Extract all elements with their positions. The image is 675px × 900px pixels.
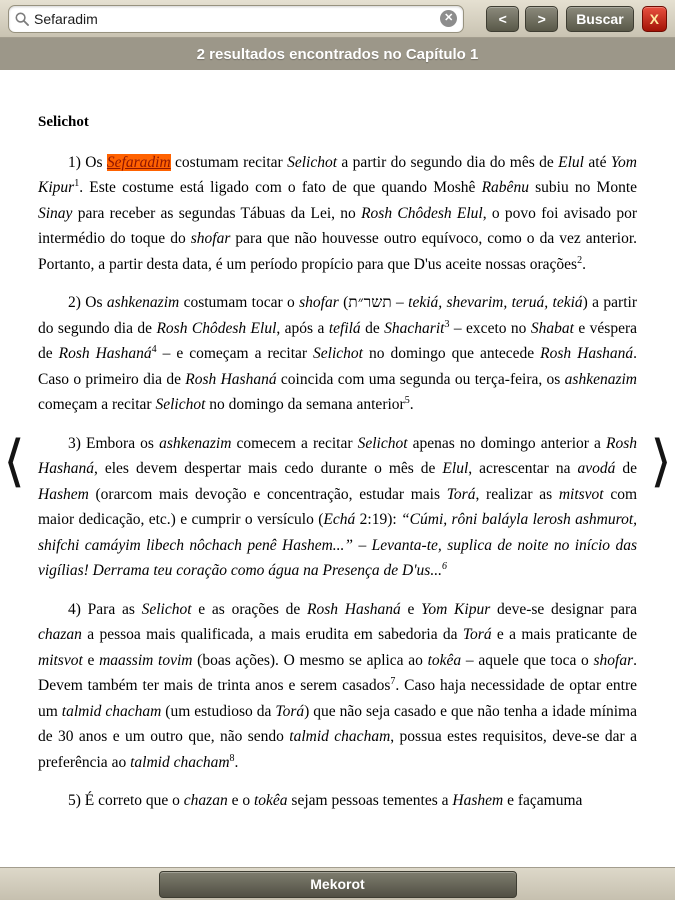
search-button[interactable]: Buscar xyxy=(566,6,633,32)
close-search-button[interactable]: X xyxy=(642,6,667,32)
clear-search-icon[interactable]: ✕ xyxy=(440,10,457,27)
search-input[interactable] xyxy=(29,11,440,27)
search-box xyxy=(8,5,464,33)
search-toolbar xyxy=(0,0,675,38)
paragraph-3: 3) Embora os ashkenazim comecem a recitar Selichot apenas no domingo anterior a Rosh Hashaná, eles devem despertar mais cedo durante o mês de Elul, acrescentar na avodá de Hashem (orarcom mais devoção e concentração, estudar mais Torá, realizar as mitsvot com maior dedicação, etc.) e cumprir o versículo (Echá 2:19): “Cúmi, rôni baláyla lerosh ashmurot, shifchi camáyim libech nôchach penê Hashem...” – Levanta-te, suplica de noite no início das vigílias! Derrama teu coração como água na Presença de D'us...$^6$ xyxy=(38,434,638,579)
previous-result-button[interactable]: < xyxy=(486,6,519,32)
paragraph-2: 2) Os ashkenazim costumam tocar o shofar (תשר״ת – tekiá, shevarim, teruá, tekiá) a partir do segundo dia de Rosh Chôdesh Elul, após a tefilá de Shacharit$^3$ – exceto no Shabat e véspera de Rosh Hashaná$^4$ – e começam a recitar Selichot no domingo que antecede Rosh Hashaná. Caso o primeiro dia de Rosh Hashaná coincida com uma segunda ou terça-feira, os ashkenazim começam a recitar Selichot no domingo da semana anterior$^5$. xyxy=(38,294,638,413)
paragraph-4: 4) Para as Selichot e as orações de Rosh Hashaná e Yom Kipur deve-se designar para chazan a pessoa mais qualificada, a mais erudita em sabedoria da Torá e a mais praticante de mitsvot e maassim tovim (boas ações). O mesmo se aplica ao tokêa – aquele que toca o shofar. Devem também ter mais de trinta anos e serem casados$^7$. Caso haja necessidade de optar entre um talmid chacham (um estudioso da Torá) que não seja casado e que não tenha a idade mínima de 30 anos e um outro que, não sendo talmid chacham, possua estes requisitos, deve-se dar a preferência ao talmid chacham$^8$. xyxy=(38,600,637,771)
next-result-button[interactable]: > xyxy=(525,6,558,32)
next-page-icon[interactable]: ⟩ xyxy=(650,429,672,494)
page-title: Selichot xyxy=(38,114,89,130)
paragraph-1: 1) Os Sefaradim costumam recitar Selichot a partir do segundo dia do mês de Elul até Yom Kipur$^1$. Este costume está ligado com o fato de que quando Moshê Rabênu subiu no Monte Sinay para receber as segundas Tábuas da Lei, no Rosh Chôdesh Elul, o povo foi avisado por intermédio do toque do shofar para que não houvesse outro equívoco, como o da vez anterior. Portanto, a partir desta data, é um período propício para que D'us aceite nossas orações$^2$. xyxy=(38,153,638,273)
paragraph-5: 5) É correto que o chazan e o tokêa sejam pessoas tementes a Hashem e façamuma xyxy=(68,792,583,809)
search-icon xyxy=(15,12,29,26)
search-highlight: Sefaradim xyxy=(106,153,171,171)
results-bar xyxy=(0,38,675,70)
document-page xyxy=(0,70,675,868)
bottom-toolbar xyxy=(0,867,675,900)
mekorot-button[interactable]: Mekorot xyxy=(159,871,517,898)
previous-page-icon[interactable]: ⟨ xyxy=(3,429,25,494)
results-count-text: 2 resultados encontrados no Capítulo 1 xyxy=(196,45,479,63)
